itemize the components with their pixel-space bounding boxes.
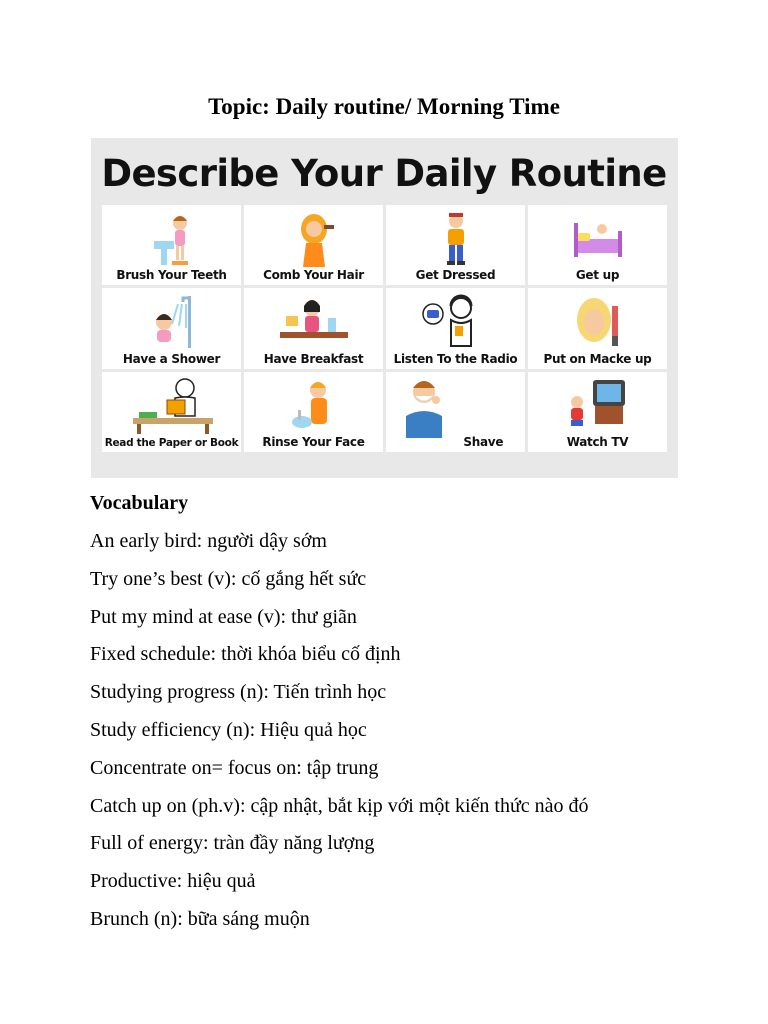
girl-washing-face-icon (284, 376, 344, 438)
routine-label: Shave (463, 435, 504, 449)
breakfast-icon (276, 292, 352, 354)
routine-label: Get Dressed (415, 268, 496, 283)
page-title: Topic: Daily routine/ Morning Time (208, 94, 560, 119)
vocabulary-item: Concentrate on= focus on: tập trung (90, 756, 379, 779)
routine-card-comb-hair (244, 205, 383, 285)
routine-label: Rinse Your Face (262, 435, 365, 449)
routine-card-shower (102, 288, 241, 368)
routine-card-get-up (528, 205, 667, 285)
routine-card-read (102, 372, 241, 452)
routine-label: Put on Macke up (543, 351, 652, 366)
poster-heading: Describe Your Daily Routine (101, 152, 667, 195)
vocabulary-item: Studying progress (n): Tiến trình học (90, 681, 387, 704)
routine-card-makeup (528, 288, 667, 368)
routine-label: Listen To the Radio (393, 351, 518, 366)
vocabulary-item: Full of energy: tràn đầy năng lượng (90, 832, 375, 855)
routine-card-radio (386, 288, 525, 368)
vocabulary-heading: Vocabulary (90, 492, 189, 514)
vocabulary-item: An early bird: người dậy sớm (90, 530, 327, 552)
routine-label: Have Breakfast (263, 351, 364, 366)
girl-combing-hair-icon (284, 209, 344, 271)
vocabulary-item: Productive: hiệu quả (90, 870, 256, 893)
reading-icon (127, 376, 217, 438)
routine-label: Get up (575, 268, 620, 283)
vocabulary-list (90, 528, 589, 944)
routine-card-rinse-face (244, 372, 383, 452)
vocabulary-item: Catch up on (ph.v): cập nhật, bắt kịp với một kiến thức nào đó (90, 794, 589, 817)
vocabulary-item: Study efficiency (n): Hiệu quả học (90, 718, 367, 741)
vocabulary-item: Try one’s best (v): cố gắng hết sức (90, 567, 367, 590)
routine-grid (102, 205, 667, 452)
routine-label: Watch TV (566, 435, 629, 449)
routine-label: Have a Shower (122, 351, 221, 366)
routine-card-brush-teeth (102, 205, 241, 285)
vocabulary-item: Brunch (n): bữa sáng muộn (90, 907, 310, 930)
vocabulary-item: Fixed schedule: thời khóa biểu cố định (90, 643, 401, 666)
man-shaving-icon (398, 376, 458, 438)
routine-card-shave (386, 372, 525, 452)
boy-getting-dressed-icon (426, 209, 486, 271)
shower-icon (142, 292, 202, 354)
routine-label: Comb Your Hair (263, 268, 364, 283)
radio-listener-icon (421, 292, 491, 354)
woman-makeup-icon (568, 292, 628, 354)
routine-card-watch-tv (528, 372, 667, 452)
routine-label: Read the Paper or Book (104, 437, 239, 449)
vocabulary-item: Put my mind at ease (v): thư giãn (90, 605, 357, 628)
routine-label: Brush Your Teeth (116, 268, 227, 283)
girl-brushing-teeth-icon (142, 209, 202, 271)
routine-card-get-dressed (386, 205, 525, 285)
bed-icon (568, 209, 628, 271)
tv-icon (563, 376, 633, 438)
routine-card-breakfast (244, 288, 383, 368)
